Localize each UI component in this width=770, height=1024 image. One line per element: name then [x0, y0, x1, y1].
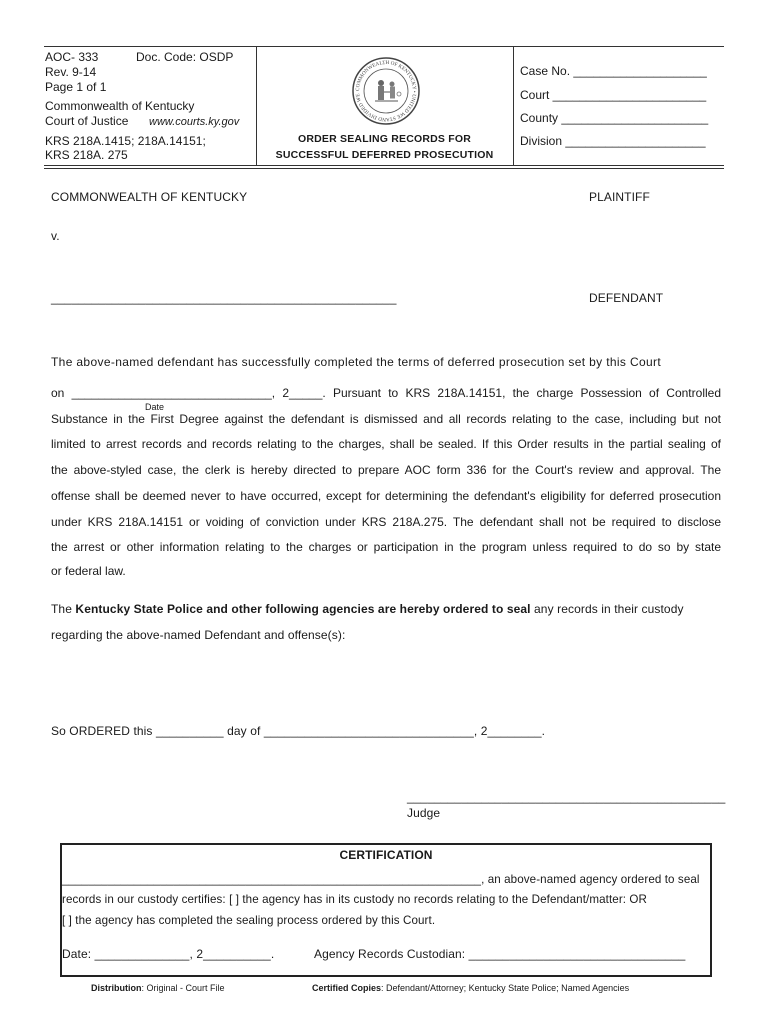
order-line-1: [51, 602, 684, 616]
krs-citation-1: KRS 218A.1415; 218A.14151;: [45, 134, 206, 148]
plaintiff-label: PLAINTIFF: [589, 190, 650, 204]
order-bold-text: Kentucky State Police and other following agencies are hereby ordered to seal: [75, 602, 531, 616]
date-caption: Date: [145, 402, 165, 412]
form-title-line-1: ORDER SEALING RECORDS FOR: [297, 133, 471, 145]
certified-copies-value: : Defendant/Attorney; Kentucky State Police; Named Agencies: [381, 983, 630, 993]
distribution-value: : Original - Court File: [141, 983, 225, 993]
body-line-1: The above-named defendant has successfully completed the terms of deferred prosecution set by this Court: [51, 355, 662, 369]
certified-copies-label: Certified Copies: [312, 983, 382, 993]
court-of-justice-label: Court of Justice: [45, 114, 129, 128]
versus-label: v.: [51, 229, 60, 243]
form-id: AOC- 333: [45, 50, 99, 64]
form-title-line-2: SUCCESSFUL DEFERRED PROSECUTION: [275, 149, 494, 161]
doc-code: Doc. Code: OSDP: [136, 50, 234, 64]
certified-copies-note: [312, 983, 629, 993]
judge-signature-line[interactable]: _______________________________________________: [407, 790, 726, 804]
defendant-name-field[interactable]: ___________________________________________________: [51, 291, 397, 305]
certification-date-field[interactable]: Date: ______________, 2__________.: [62, 947, 275, 961]
body-line-6: offense shall be deemed never to have occurred, except for determining the defendant's eligibility for deferred prosecution: [51, 488, 721, 503]
court-field[interactable]: Court _______________________: [520, 88, 707, 102]
case-number-field[interactable]: Case No. ____________________: [520, 64, 707, 78]
body-line-8: the arrest or other information relating to the charges or participation in the program unless required to do so by state: [51, 540, 721, 555]
division-field[interactable]: Division _____________________: [520, 134, 706, 148]
so-ordered-line[interactable]: So ORDERED this __________ day of _______________________________, 2________.: [51, 724, 546, 738]
page-number: Page 1 of 1: [45, 80, 107, 94]
website-link[interactable]: www.courts.ky.gov: [149, 116, 240, 128]
certification-line-3[interactable]: [ ] the agency has completed the sealing process ordered by this Court.: [62, 914, 436, 927]
commonwealth-label: Commonwealth of Kentucky: [45, 99, 195, 113]
header-bottom-rule-2: [44, 168, 724, 169]
seal-ring-text: COMMONWEALTH OF KENTUCKY • UNITED WE STAND DIVIDED WE: [354, 59, 418, 123]
header-divider-right: [513, 46, 514, 165]
body-line-9: or federal law.: [51, 563, 126, 578]
order-suffix: any records in their custody: [530, 602, 684, 616]
judge-label: Judge: [407, 806, 441, 820]
body-line-2: on ______________________________, 2_____. Pursuant to KRS 218A.14151, the charge Possession of Controlled: [51, 386, 721, 400]
defendant-label: DEFENDANT: [589, 291, 664, 305]
body-line-5: the above-styled case, the clerk is hereby directed to prepare AOC form 336 for the Court's review and approval. The: [51, 463, 721, 478]
distribution-label: Distribution: [91, 983, 142, 993]
kentucky-seal-icon: [351, 56, 421, 126]
county-field[interactable]: County ______________________: [520, 111, 709, 125]
revision: Rev. 9-14: [45, 65, 97, 79]
header-top-rule: [44, 46, 724, 47]
order-prefix: The: [51, 602, 76, 616]
body-line-4: limited to arrest records and records relating to the charges, shall be sealed. If this Order results in the partial sealing of: [51, 437, 721, 452]
body-line-3: Substance in the First Degree against the defendant is dismissed and all records relating to the case, including but not: [51, 411, 721, 426]
certification-line-1[interactable]: ________________________________________________________________, an above-named agency ordered to seal: [62, 873, 700, 886]
certification-heading: CERTIFICATION: [339, 848, 433, 862]
krs-citation-2: KRS 218A. 275: [45, 148, 128, 162]
header-divider-left: [256, 46, 257, 165]
certification-line-2[interactable]: records in our custody certifies: [ ] the agency has in its custody no records relating to the Defendant/matter: OR: [62, 893, 648, 906]
plaintiff-name: COMMONWEALTH OF KENTUCKY: [51, 190, 248, 204]
header-bottom-rule: [44, 165, 724, 166]
body-line-7: under KRS 218A.14151 or voiding of conviction under KRS 218A.275. The defendant shall not be required to disclose: [51, 514, 721, 529]
distribution-note: [91, 983, 225, 993]
records-custodian-field[interactable]: Agency Records Custodian: ________________________________: [314, 947, 686, 961]
order-line-2: regarding the above-named Defendant and offense(s):: [51, 628, 346, 642]
